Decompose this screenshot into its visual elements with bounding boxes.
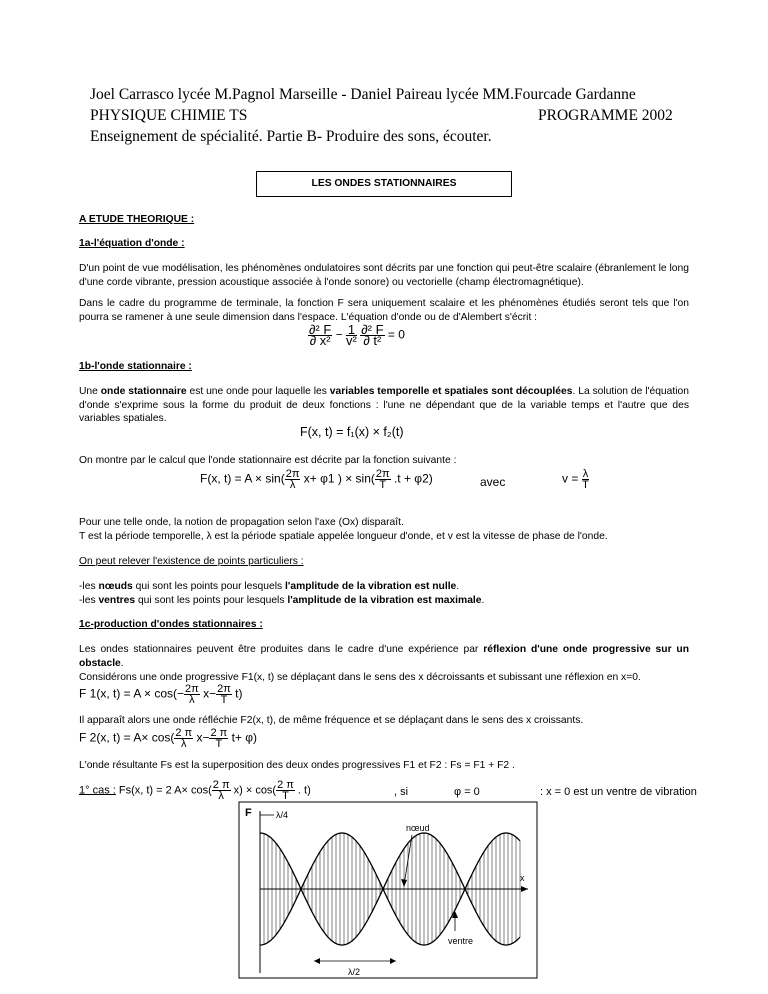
case-1-condition: , si: [394, 786, 409, 798]
section-1a-p2: Dans le cadre du programme de terminale, la fonction F sera uniquement scalaire et les phénomènes étudiés seront tels que l'on pourra se ramener à une seule dimension dans l'espace. L'équation d'onde ou de d'Alembert s'écrit :: [79, 298, 689, 323]
velocity-equation: v = $\frac{\lambda}{T}$: [562, 468, 589, 491]
lambda4-label: λ/4: [276, 810, 289, 820]
section-1c-p3: Il apparaît alors une onde réfléchie F2(x, t), de même fréquence et se déplaçant dans le sens des x croissants.: [79, 715, 584, 726]
page-title: LES ONDES STATIONNAIRES: [256, 171, 512, 197]
section-1a-p1: D'un point de vue modélisation, les phénomènes ondulatoires sont décrits par une fonction qui peut-être scalaire (ébranlement le long d'une corde vibrante, pression acoustique associée à l'onde sonore) ou vectorielle (champ électromagnétique).: [79, 263, 689, 288]
F-axis-label: F: [245, 807, 252, 819]
section-1c-heading: 1c-production d'ondes stationnaires :: [79, 619, 263, 630]
stationary-wave-equation: F(x, t) = A × sin( $\frac{2\pi}{\lambda}$ x+ φ1 ) × sin( $\frac{2\pi}{T}$ .t + φ2): [200, 468, 433, 491]
section-1b-p1: Une onde stationnaire est une onde pour laquelle les variables temporelle et spatiales sont découplées. La solution de l'équation d'onde s'exprime sous la forme du produit de deux fonctions : l'une ne dépendant que de la variable temps et l'autre que des variables spatiales.: [79, 386, 689, 424]
avec-word: avec: [480, 475, 506, 489]
case-1-conclusion: : x = 0 est un ventre de vibration: [540, 786, 697, 798]
header-programme: PROGRAMME 2002: [538, 107, 673, 124]
section-1b-p3: Pour une telle onde, la notion de propagation selon l'axe (Ox) disparaît.: [79, 517, 404, 528]
section-1b-p2: On montre par le calcul que l'onde stationnaire est décrite par la fonction suivante :: [79, 455, 457, 466]
section-1c-p4: L'onde résultante Fs est la superposition des deux ondes progressives F1 et F2 : Fs = F1 + F2 .: [79, 760, 515, 771]
f1-equation: F 1(x, t) = A × cos(− $\frac{2\pi}{\lambda}$ x− $\frac{2\pi}{T}$ t): [79, 683, 243, 706]
nodes-item: -les nœuds qui sont les points pour lesquels l'amplitude de la vibration est nulle.: [79, 581, 460, 592]
section-1b-p5: On peut relever l'existence de points particuliers :: [79, 556, 304, 567]
case-1-line: 1° cas : Fs(x, t) = 2 A× cos( $\frac{2 \pi}{\lambda}$ x) × cos( $\frac{2 \pi}{T}$ . t): [79, 779, 311, 802]
ventre-label: ventre: [448, 936, 474, 946]
section-1c-p2: Considérons une onde progressive F1(x, t) se déplaçant dans le sens des x décroissants et subissant une réflexion en x=0.: [79, 672, 641, 683]
case-1-phi: φ = 0: [454, 786, 480, 798]
section-1b-p4: T est la période temporelle, λ est la période spatiale appelée longueur d'onde, et v est la vitesse de phase de l'onde.: [79, 531, 608, 542]
standing-wave-figure: [238, 801, 538, 979]
section-1b-heading: 1b-l'onde stationnaire :: [79, 361, 192, 372]
header-line-1: Joel Carrasco lycée M.Pagnol Marseille - Daniel Paireau lycée MM.Fourcade Gardanne: [90, 86, 636, 103]
wave-equation: $\frac{\text{∂² F}}{\text{∂ x²}}$ − $\frac{1}{\text{v²}}$ $\frac{\text{∂² F}}{\text{∂ t²}}$ = 0: [309, 322, 405, 348]
noeud-label: nœud: [406, 823, 430, 833]
header-line-3: Enseignement de spécialité. Partie B- Produire des sons, écouter.: [90, 128, 492, 145]
antinodes-item: -les ventres qui sont les points pour lesquels l'amplitude de la vibration est maximale.: [79, 595, 485, 606]
section-a-heading: A ETUDE THEORIQUE :: [79, 214, 195, 225]
section-1a-heading: 1a-l'équation d'onde :: [79, 238, 185, 249]
x-axis-label: x: [520, 873, 525, 883]
f2-equation: F 2(x, t) = A× cos( $\frac{2 \pi}{\lambda}$ x− $\frac{2 \pi}{T}$ t+ φ): [79, 727, 258, 750]
header-subject: PHYSIQUE CHIMIE TS: [90, 107, 248, 124]
section-1c-p1: Les ondes stationnaires peuvent être produites dans le cadre d'une expérience par réflexion d'une onde progressive sur un obstacle.: [79, 644, 690, 669]
lambda2-label: λ/2: [348, 967, 361, 977]
product-equation: F(x, t) = f₁(x) × f₂(t): [300, 425, 404, 439]
